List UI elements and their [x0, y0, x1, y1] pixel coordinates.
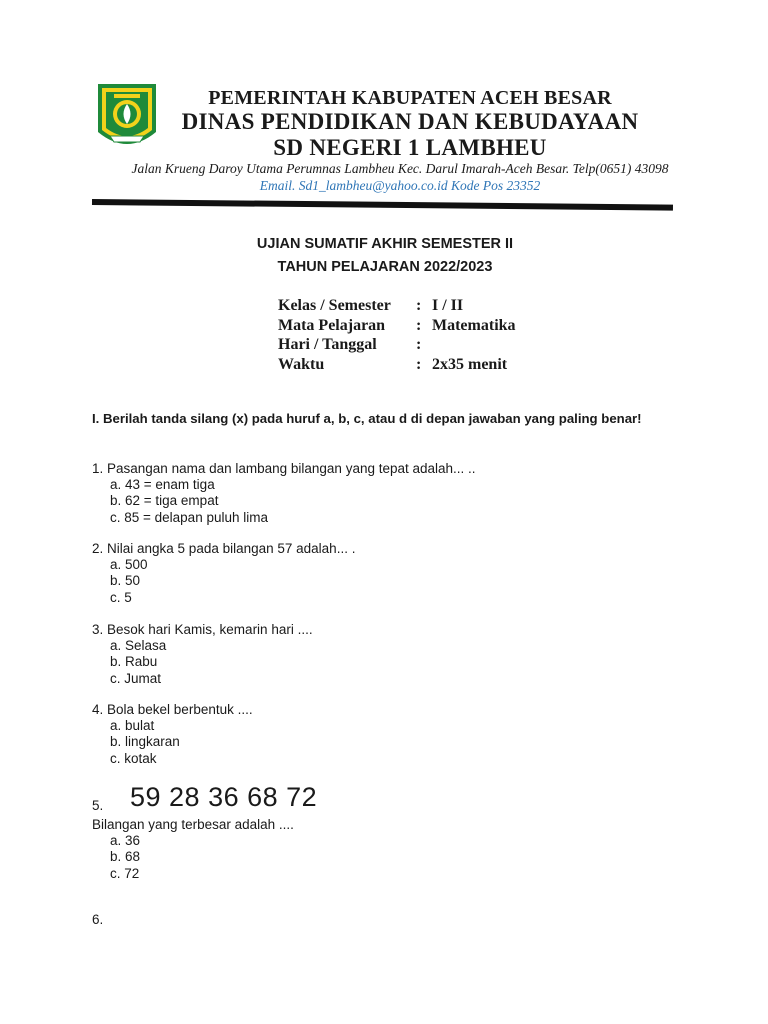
exam-title: UJIAN SUMATIF AKHIR SEMESTER II: [256, 236, 514, 252]
option-b: b. 62 = tiga empat: [110, 493, 219, 509]
info-label: Mata Pelajaran: [278, 316, 386, 334]
question-5-number: 5.: [92, 798, 104, 813]
instruction-text: I. Berilah tanda silang (x) pada huruf a, b, c, atau d di depan jawaban yang paling benar!: [92, 411, 642, 426]
school-name: SD NEGERI 1 LAMBHEU: [273, 135, 547, 160]
option-b: b. lingkaran: [110, 734, 180, 750]
question-5: [92, 817, 294, 882]
school-address: Jalan Krueng Daroy Utama Perumnas Lambheu Kec. Darul Imarah-Aceh Besar. Telp(0651) 43098: [131, 161, 669, 176]
option-c: c. 5: [110, 589, 132, 605]
option-a: a. 500: [110, 557, 148, 573]
info-row-date: [278, 336, 578, 356]
option-b: b. 68: [110, 849, 141, 865]
info-label: Hari / Tanggal: [278, 336, 377, 353]
info-row-time: [278, 356, 578, 376]
option-a: a. Selasa: [110, 638, 167, 654]
question-text: 4. Bola bekel berbentuk ....: [92, 702, 253, 717]
question-2: [92, 541, 355, 606]
question-text: 3. Besok hari Kamis, kemarin hari ....: [92, 622, 313, 637]
option-a: a. 43 = enam tiga: [110, 477, 215, 493]
question-6-number: 6.: [92, 912, 104, 927]
info-row-class: [278, 297, 578, 317]
info-label: Waktu: [278, 355, 325, 373]
info-colon: :: [416, 336, 422, 353]
government-name: PEMERINTAH KABUPATEN ACEH BESAR: [208, 87, 612, 109]
info-colon: :: [416, 355, 422, 373]
question-text: 1. Pasangan nama dan lambang bilangan yang tepat adalah... ..: [92, 461, 476, 476]
school-email: Email. Sd1_lambheu@yahoo.co.id Kode Pos 23352: [259, 178, 541, 193]
option-a: a. bulat: [110, 718, 155, 734]
question-1: [92, 461, 476, 526]
info-value: Matematika: [432, 316, 516, 334]
info-colon: :: [416, 316, 422, 334]
option-b: b. Rabu: [110, 654, 158, 670]
exam-info-table: [278, 297, 578, 375]
option-c: c. Jumat: [110, 670, 162, 686]
info-row-subject: [278, 317, 578, 337]
info-colon: :: [416, 297, 422, 314]
info-value: 2x35 menit: [432, 355, 508, 373]
question-text: 2. Nilai angka 5 pada bilangan 57 adalah... .: [92, 541, 356, 556]
info-label: Kelas / Semester: [278, 297, 391, 314]
option-c: c. kotak: [110, 750, 157, 766]
option-b: b. 50: [110, 573, 141, 589]
exam-year: TAHUN PELAJARAN 2022/2023: [277, 259, 493, 275]
question-5-numbers: 59 28 36 68 72: [130, 782, 318, 812]
info-value: I / II: [432, 297, 464, 314]
aceh-besar-emblem-icon: [96, 80, 158, 156]
option-c: c. 72: [110, 865, 140, 881]
option-a: a. 36: [110, 833, 141, 849]
question-text: Bilangan yang terbesar adalah ....: [92, 817, 294, 832]
option-c: c. 85 = delapan puluh lima: [110, 509, 268, 525]
question-3: [92, 622, 313, 687]
header-divider: [92, 199, 673, 211]
question-4: [92, 702, 253, 767]
department-name: DINAS PENDIDIKAN DAN KEBUDAYAAN: [181, 109, 639, 134]
